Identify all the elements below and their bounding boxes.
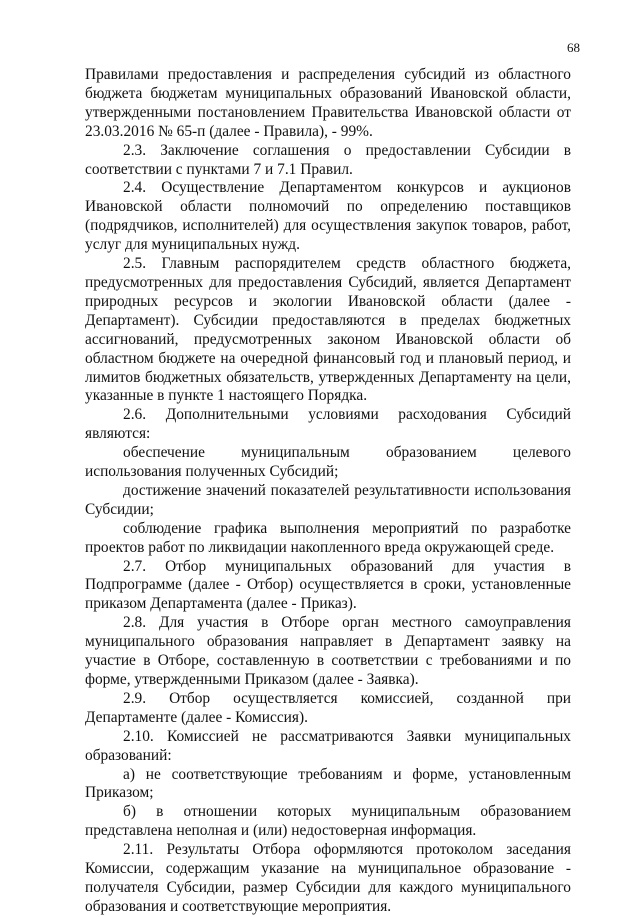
paragraph-2-7: 2.7. Отбор муниципальных образований для участия в Подпрограмме (далее - Отбор) осуществляется в сроки, установленные приказом Департамента (далее - Приказ). (85, 557, 571, 613)
paragraph-2-10-item-b: б) в отношении которых муниципальным образованием представлена неполная и (или) недостоверная информация. (85, 803, 571, 840)
paragraph-2-10: 2.10. Комиссией не рассматриваются Заявки муниципальных образований: (85, 727, 571, 764)
paragraph-2-6-item-3: соблюдение графика выполнения мероприятий по разработке проектов работ по ликвидации накопленного вреда окружающей среде. (85, 519, 571, 556)
paragraph-2-5: 2.5. Главным распорядителем средств областного бюджета, предусмотренных для предоставления Субсидий, является Департамент природных ресурсов и экологии Ивановской области (далее - Департамент). Субсидии предоставляются в пределах бюджетных ассигнований, предусмотренных законом Ивановской области об областном бюджете на очередной финансовый год и плановый период, и лимитов бюджетных обязательств, утвержденных Департаменту на цели, указанные в пункте 1 настоящего Порядка. (85, 255, 571, 405)
paragraph-2-6-item-1: обеспечение муниципальным образованием целевого использования полученных Субсидий; (85, 444, 571, 481)
paragraph-2-3: 2.3. Заключение соглашения о предоставлении Субсидии в соответствии с пунктами 7 и 7.1 Правил. (85, 141, 571, 178)
paragraph-2-4: 2.4. Осуществление Департаментом конкурсов и аукционов Ивановской области полномочий по определению поставщиков (подрядчиков, исполнителей) для осуществления закупок товаров, работ, услуг для муниципальных нужд. (85, 179, 571, 254)
paragraph-2-6-item-2: достижение значений показателей результативности использования Субсидии; (85, 481, 571, 518)
document-body (85, 66, 571, 917)
paragraph-continuation: Правилами предоставления и распределения субсидий из областного бюджета бюджетам муниципальных образований Ивановской области, утвержденными постановлением Правительства Ивановской области от 23.03.2016 № 65-п (далее - Правила), - 99%. (85, 66, 571, 140)
paragraph-2-11: 2.11. Результаты Отбора оформляются протоколом заседания Комиссии, содержащим указание на муниципальное образование - получателя Субсидии, размер Субсидии для каждого муниципального образования и соответствующие мероприятия. (85, 841, 571, 915)
paragraph-2-6: 2.6. Дополнительными условиями расходования Субсидий являются: (85, 406, 571, 443)
page-number: 68 (567, 40, 580, 55)
paragraph-2-8: 2.8. Для участия в Отборе орган местного самоуправления муниципального образования направляет в Департамент заявку на участие в Отборе, составленную в соответствии с требованиями и по форме, утвержденными Приказом (далее - Заявка). (85, 614, 571, 688)
paragraph-2-9: 2.9. Отбор осуществляется комиссией, созданной при Департаменте (далее - Комиссия). (85, 689, 571, 726)
paragraph-2-10-item-a: а) не соответствующие требованиям и форме, установленным Приказом; (85, 765, 571, 802)
